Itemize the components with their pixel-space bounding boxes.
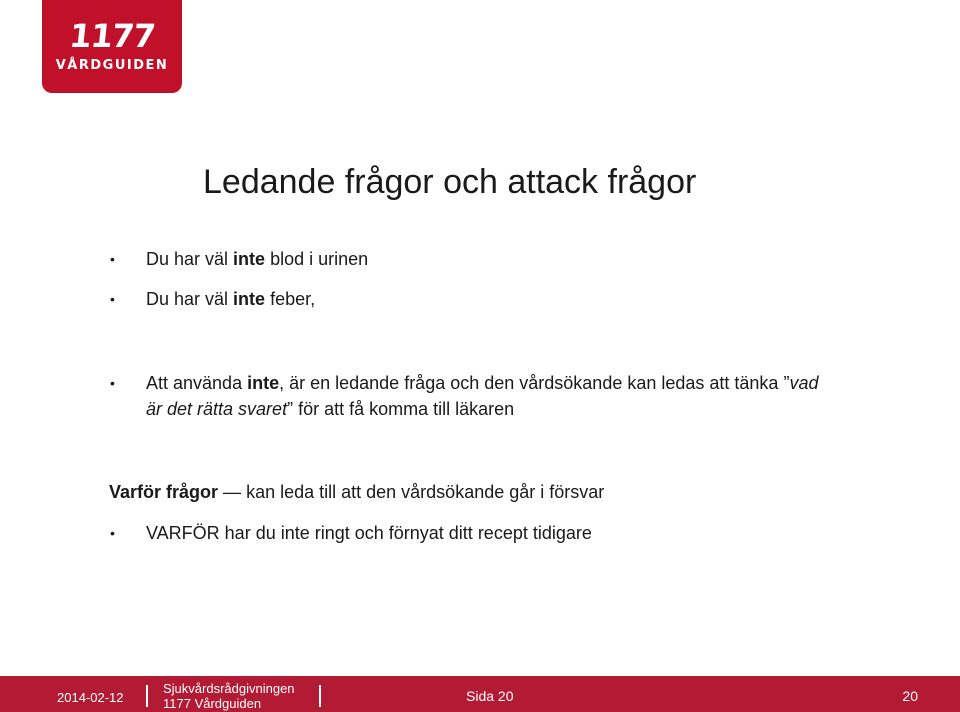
- bullet-text: Att använda inte, är en ledande fråga och den vårdsökande kan ledas att tänka ”vad: [146, 373, 819, 393]
- footer-page-label: Sida 20: [466, 688, 514, 704]
- slide-title: Ledande frågor och attack frågor: [203, 163, 697, 201]
- bullet-text: Du har väl inte blod i urinen: [146, 249, 369, 269]
- logo-number: 1177: [67, 17, 157, 55]
- footer-org-line1: Sjukvårdsrådgivningen: [163, 681, 295, 696]
- footer-divider: [319, 685, 321, 707]
- footer-date: 2014-02-12: [57, 690, 124, 705]
- dash: —: [223, 482, 242, 502]
- footer-org: [163, 681, 295, 711]
- footer-page-number: 20: [902, 688, 918, 704]
- bullet-icon: •: [110, 251, 115, 267]
- footer-org-line2: 1177 Vårdguiden: [163, 696, 262, 711]
- logo-name: VÅRDGUIDEN: [55, 58, 169, 73]
- footer-bar: [0, 676, 960, 712]
- bullet-icon: •: [110, 525, 115, 541]
- question-line: Varför frågor — kan leda till att den vårdsökande går i försvar: [109, 482, 605, 502]
- bullet-text: Du har väl inte feber,: [146, 289, 316, 309]
- bullet-text-continuation: är det rätta svaret” för att få komma till läkaren: [146, 399, 515, 419]
- bullet-icon: •: [110, 375, 115, 391]
- bullet-icon: •: [110, 291, 115, 307]
- logo-1177-vardguiden: [42, 0, 182, 93]
- footer-divider: [146, 685, 148, 707]
- bullet-text: VARFÖR har du inte ringt och förnyat ditt recept tidigare: [146, 523, 592, 543]
